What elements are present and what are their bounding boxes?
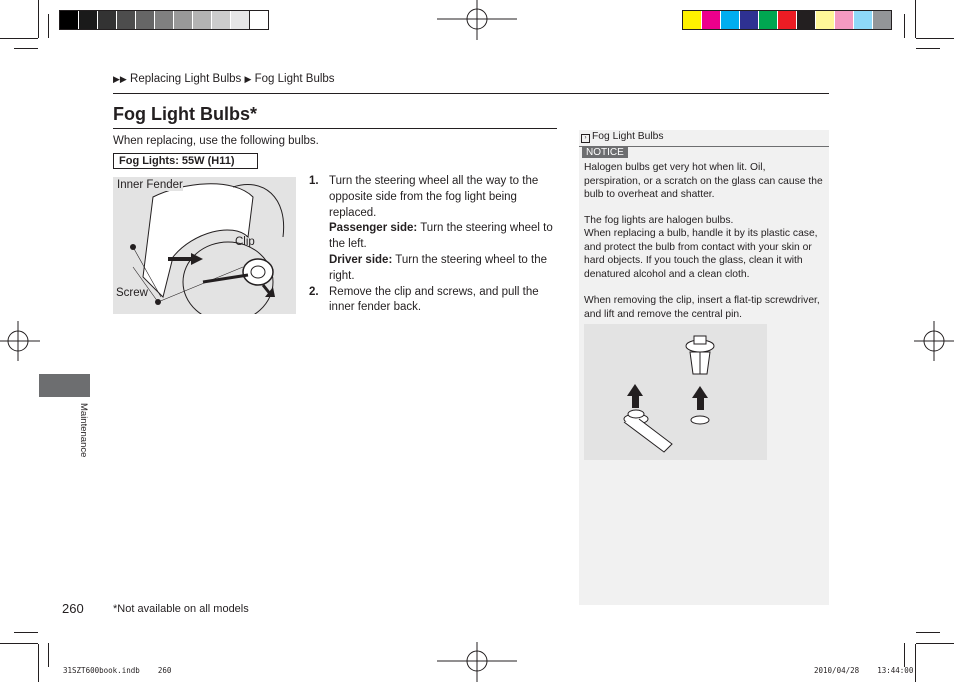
header-rule [113,93,829,94]
registration-target-left [0,321,40,361]
step-number: 2. [309,285,319,298]
note-marker-icon: › [581,134,590,143]
breadcrumb-item-fog-light-bulbs[interactable]: Fog Light Bulbs [254,73,335,85]
color-swatch [873,11,891,29]
sidebar-title: Fog Light Bulbs [592,131,664,142]
color-swatch [212,11,231,29]
sub-step-passenger [309,221,554,253]
notice-text: Halogen bulbs get very hot when lit. Oil, perspiration, or a scratch on the glass can cause the bulb to overheat and shatter. [584,162,823,201]
breadcrumb [113,73,335,85]
label-clip: Clip [235,236,255,248]
color-swatch [816,11,835,29]
color-swatch [174,11,193,29]
grayscale-color-bar [59,10,269,30]
color-swatch [79,11,98,29]
breadcrumb-arrow-icon: ▶▶ [113,74,127,84]
bulb-spec-box: Fog Lights: 55W (H11) [113,153,258,169]
breadcrumb-arrow-icon: ▶ [244,74,252,84]
color-swatch [98,11,117,29]
label-screw: Screw [116,287,148,299]
page-number: 260 [62,601,84,616]
breadcrumb-item-replacing-light-bulbs[interactable]: Replacing Light Bulbs [130,73,242,85]
notice-badge: NOTICE [582,147,628,158]
color-swatch [250,11,268,29]
step-2 [309,285,554,317]
color-swatch [740,11,759,29]
footnote: *Not available on all models [113,603,249,615]
registration-target-bottom [437,642,517,682]
color-swatch [797,11,816,29]
step-text: Remove the clip and screws, and pull the inner fender back. [329,285,539,314]
print-timestamp: 2010/04/28 13:44:00 [814,666,914,675]
page-title: Fog Light Bulbs* [113,104,257,124]
sub-step-label: Driver side: [329,253,393,266]
process-color-bar [682,10,892,30]
sidebar-para-clip: When removing the clip, insert a flat-tip screwdriver, and lift and remove the central pin. [584,295,820,320]
clip-removal-illustration [584,324,767,460]
color-swatch [854,11,873,29]
label-inner-fender: Inner Fender [117,179,183,191]
registration-target-top [437,0,517,40]
color-swatch [60,11,79,29]
sub-step-driver [309,253,554,285]
color-swatch [702,11,721,29]
sub-step-text: Turn the steering wheel to the left. [329,222,553,251]
step-number: 1. [309,175,319,187]
registration-target-right [914,321,954,361]
fender-illustration [113,177,296,314]
sidebar-para-handling: When replacing a bulb, handle it by its plastic case, and protect the bulb from contact with your skin or hard objects. If you touch the glass, clean it with denatured alcohol and a clean cloth. [584,228,818,280]
steps-list [309,174,554,316]
notes-sidebar [579,130,829,605]
title-rule [113,128,557,129]
color-swatch [136,11,155,29]
color-swatch [193,11,212,29]
color-swatch [155,11,174,29]
color-swatch [117,11,136,29]
section-tab-label: Maintenance [78,403,89,458]
sub-step-label: Passenger side: [329,222,418,235]
color-swatch [759,11,778,29]
color-swatch [778,11,797,29]
sidebar-para-halogen: The fog lights are halogen bulbs. [584,215,734,226]
print-file-info: 31SZT600book.indb 260 [63,666,172,675]
color-swatch [683,11,702,29]
step-1 [309,174,554,221]
clip-drawing [584,324,767,460]
color-swatch [835,11,854,29]
color-swatch [721,11,740,29]
sidebar-header [581,130,664,144]
section-tab[interactable] [39,374,90,397]
intro-text: When replacing, use the following bulbs. [113,135,319,147]
sub-step-text: Turn the steering wheel to the right. [329,253,547,282]
color-swatch [231,11,250,29]
step-text: Turn the steering wheel all the way to the opposite side from the fog light being replaced. [329,175,539,219]
